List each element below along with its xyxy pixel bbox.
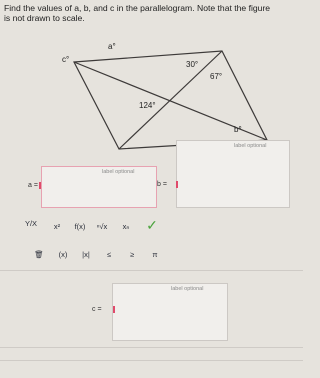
label-b: b° — [234, 125, 242, 134]
parentheses-button[interactable]: (x) — [58, 250, 68, 259]
fraction-button[interactable]: Y/X — [24, 219, 38, 228]
answer-label-a: label optional — [102, 169, 135, 175]
answer-box-b[interactable] — [176, 140, 290, 208]
pi-button[interactable]: π — [152, 250, 158, 259]
var-a: a = — [28, 182, 38, 189]
less-equal-button[interactable]: ≤ — [106, 250, 112, 259]
trash-icon[interactable]: 🗑 — [34, 250, 44, 259]
check-icon[interactable]: ✓ — [146, 217, 158, 233]
label-124: 124° — [139, 101, 156, 110]
root-button[interactable]: ⁿ√x — [96, 222, 108, 231]
label-a: a° — [108, 42, 116, 51]
subscript-button[interactable]: xₙ — [122, 222, 130, 231]
answer-label-c: label optional — [171, 286, 204, 292]
square-button[interactable]: x² — [53, 222, 61, 231]
answer-box-a[interactable] — [41, 166, 157, 208]
greater-equal-button[interactable]: ≥ — [129, 250, 135, 259]
answer-box-c[interactable] — [112, 283, 228, 341]
input-cursor-b[interactable] — [176, 181, 178, 188]
input-cursor-a[interactable] — [39, 182, 41, 189]
var-c: c = — [92, 306, 102, 313]
var-b: b = — [157, 181, 167, 188]
question-line-2: is not drawn to scale. — [4, 13, 85, 23]
absolute-value-button[interactable]: |x| — [82, 250, 90, 259]
answer-label-b: label optional — [234, 143, 267, 149]
label-67: 67° — [210, 72, 223, 81]
divider — [0, 347, 303, 348]
function-button[interactable]: f(x) — [74, 222, 86, 231]
diagonal-bd — [119, 51, 222, 149]
label-c: c° — [62, 55, 70, 64]
divider — [0, 360, 303, 361]
label-30: 30° — [186, 60, 199, 69]
divider — [0, 270, 303, 271]
question-line-1: Find the values of a, b, and c in the parallelogram. Note that the figure — [4, 3, 271, 13]
input-cursor-c[interactable] — [113, 306, 115, 313]
